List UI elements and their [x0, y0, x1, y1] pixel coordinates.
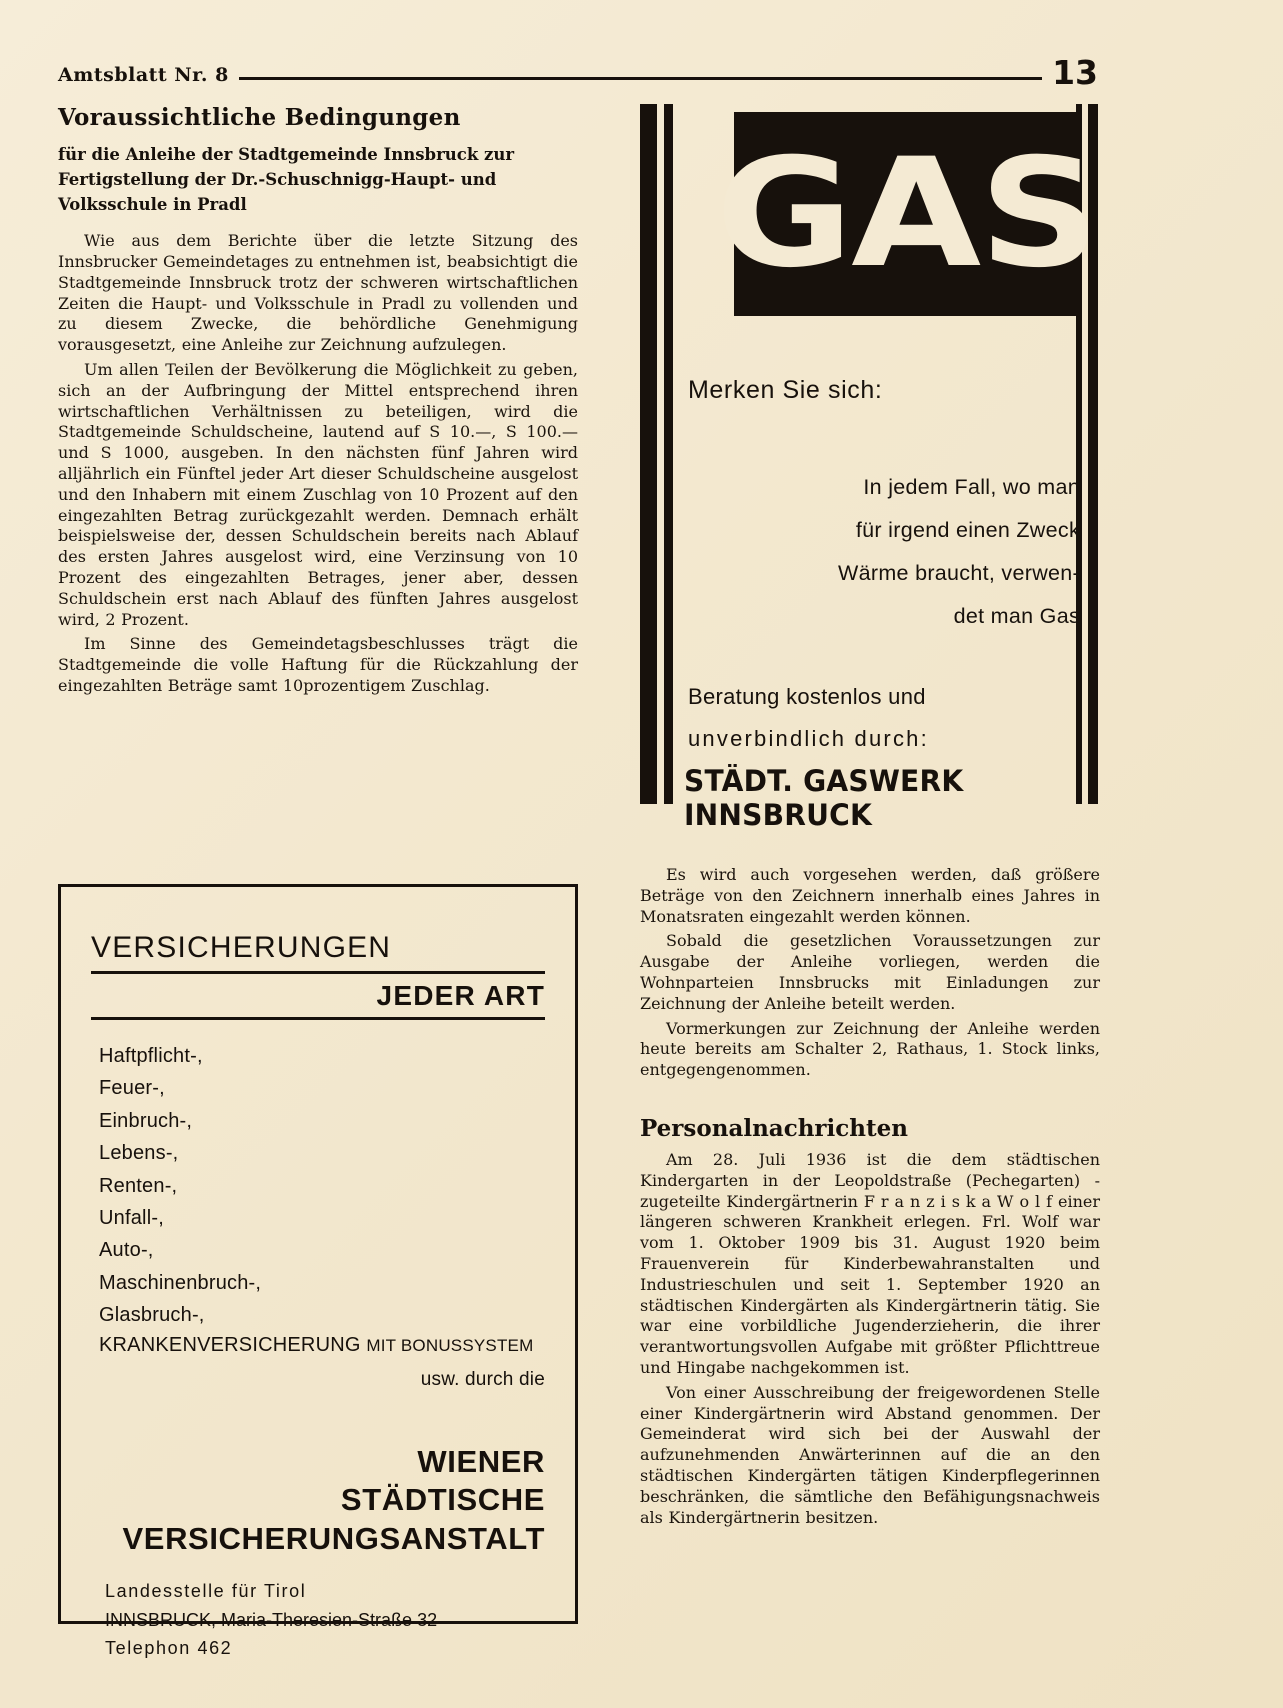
- article-paragraph: Es wird auch vorgesehen werden, daß größere Beträge von den Zeichnern innerhalb eines Jahres in Monatsraten eingezahlt werden können.: [640, 865, 1100, 926]
- insurance-brand: [91, 1443, 545, 1559]
- insurance-divider-bottom: [91, 1017, 545, 1020]
- brand-line-3: VERSICHERUNGSANSTALT: [122, 1521, 545, 1557]
- gas-logo-block: [715, 112, 1099, 316]
- gas-merken-text: Merken Sie sich:: [688, 376, 883, 404]
- list-item: Maschinenbruch-,: [99, 1271, 262, 1294]
- brand-line-1: WIENER: [417, 1443, 545, 1479]
- gas-slogan-line: In jedem Fall, wo man: [863, 475, 1080, 499]
- list-item: Unfall-,: [99, 1206, 164, 1229]
- article-paragraph: Um allen Teilen der Bevölkerung die Möglichkeit zu geben, sich an der Aufbringung der Mittel entsprechend ihren wirtschaftlichen Verhältnissen zu beteiligen, wird die Stadtgemeinde Schuldscheine, lautend auf S 10.—, S 100.— und S 1000, ausgeben. In den nächsten fünf Jahren wird alljährlich ein Fünftel jeder Art dieser Schuldscheine ausgelost und den Inhabern mit einem Zuschlag von 10 Prozent auf den eingezahlten Betrag zurückgezahlt werden. Demnach erhält beispielsweise der, dessen Schuldschein bereits nach Ablauf des ersten Jahres ausgelost wird, eine Verzinsung von 10 Prozent des eingezahlten Betrages, jener aber, dessen Schuldschein erst nach Ablauf des fünften Jahres ausgelost wird, 2 Prozent.: [58, 360, 578, 629]
- gas-company-name: STÄDT. GASWERK INNSBRUCK: [684, 764, 964, 832]
- gas-slogan-line: det man Gas: [953, 604, 1080, 628]
- gas-slogan: [790, 466, 1080, 638]
- krankenversicherung-label: KRANKENVERSICHERUNG: [99, 1333, 361, 1356]
- personalnachrichten-paragraph: Am 28. Juli 1936 ist die dem städtischen Kindergarten in der Leopoldstraße (Pechegarten) - zugeteilte Kindergärtnerin F r a n z i s k a W o l f einer längeren schweren Krankheit erlegen. Frl. Wolf war vom 1. Oktober 1909 bis 31. August 1920 beim Frauenverein für Kinderbewahranstalten und Industrieschulen und seit 1. September 1920 an städtischen Kindergärten als Kindergärtnerin tätig. Sie war eine vorbildliche Jugenderzieherin, die ihrer verantwortungsvollen Aufgabe mit größter Pflichttreue und Hingabe nachgekommen ist.: [640, 1149, 1100, 1377]
- article-paragraph: Wie aus dem Berichte über die letzte Sitzung des Innsbrucker Gemeindetages zu entnehmen ist, beabsichtigt die Stadtgemeinde Innsbruck trotz der schweren wirtschaftlichen Zeiten die Haupt- und Volksschule in Pradl zu vollenden und zu diesem Zwecke, die behördliche Genehmigung vorausgesetzt, eine Anleihe zur Zeichnung aufzulegen.: [58, 231, 578, 355]
- list-item: Renten-,: [99, 1174, 178, 1197]
- insurance-usw: usw. durch die: [420, 1368, 545, 1390]
- list-item: Lebens-,: [99, 1142, 179, 1165]
- page-number: 13: [1052, 53, 1098, 92]
- gas-consultation-text: [688, 676, 929, 760]
- left-column: [58, 104, 578, 701]
- article-heading: Voraussichtliche Bedingungen: [58, 104, 461, 131]
- masthead-title: Amtsblatt Nr. 8: [58, 63, 229, 86]
- brand-line-2: STÄDTISCHE: [340, 1482, 545, 1518]
- insurance-phone: Telephon 462: [105, 1638, 233, 1659]
- article-subheading: für die Anleihe der Stadtgemeinde Innsbruck zur Fertigstellung der Dr.-Schuschnigg-Haupt- und Volksschule in Pradl: [58, 145, 515, 214]
- ad-border-left-thick: [640, 104, 657, 804]
- list-item: Glasbruch-,: [99, 1304, 205, 1327]
- masthead: [58, 53, 1098, 92]
- list-item: Haftpflicht-,: [99, 1045, 203, 1067]
- list-item: Feuer-,: [99, 1077, 165, 1100]
- gas-logo-text: GAS: [715, 127, 1099, 301]
- gas-slogan-line: für irgend einen Zweck: [855, 518, 1080, 542]
- insurance-advertisement: [58, 884, 578, 1659]
- gas-consultation-line1: Beratung kostenlos und: [688, 684, 926, 709]
- insurance-divider-top: [91, 971, 545, 974]
- masthead-divider: [239, 77, 1042, 80]
- personalnachrichten-paragraph: Von einer Ausschreibung der freigewordenen Stelle einer Kindergärtnerin wird Abstand genommen. Der Gemeinderat wird sich bei der Auswahl der aufzunehmenden Anwärterinnen auf die an den städtischen Kindergärten tätigen Kinderpflegerinnen beschränken, die sämtliche den Befähigungsnachweis als Kindergärtnerin besitzen.: [640, 1382, 1100, 1527]
- insurance-footer: [105, 1577, 545, 1663]
- insurance-office: Landesstelle für Tirol: [105, 1580, 307, 1601]
- insurance-items-list: [99, 1040, 545, 1332]
- krankenversicherung-suffix: MIT BONUSSYSTEM: [366, 1335, 534, 1355]
- right-column: [640, 104, 1100, 832]
- list-item: Auto-,: [99, 1239, 154, 1262]
- insurance-krankenversicherung: [99, 1334, 545, 1357]
- gas-advertisement: [640, 104, 1099, 832]
- personalnachrichten-heading: Personalnachrichten: [640, 1114, 908, 1142]
- insurance-address: INNSBRUCK, Maria-Theresien-Straße 32: [105, 1609, 438, 1630]
- article-paragraph: Vormerkungen zur Zeichnung der Anleihe werden heute bereits am Schalter 2, Rathaus, 1. Stock links, entgegengenommen.: [640, 1018, 1100, 1080]
- ad-border-left-thin: [664, 104, 673, 804]
- gas-consultation-line2: unverbindlich durch:: [688, 725, 929, 751]
- article-paragraph: Sobald die gesetzlichen Voraussetzungen zur Ausgabe der Anleihe vorliegen, werden die Wohnparteien Innsbrucks mit Einladungen zur Zeichnung der Anleihe beteilt werden.: [640, 931, 1100, 1013]
- insurance-subtitle: JEDER ART: [376, 980, 545, 1011]
- gas-slogan-line: Wärme braucht, verwen-: [838, 561, 1080, 585]
- right-column-continued: [640, 865, 1100, 1532]
- article-paragraph: Im Sinne des Gemeindetagsbeschlusses trägt die Stadtgemeinde die volle Haftung für die Rückzahlung der eingezahlten Beträge samt 10prozentigem Zuschlag.: [58, 634, 578, 695]
- list-item: Einbruch-,: [99, 1109, 193, 1132]
- insurance-title: VERSICHERUNGEN: [91, 931, 392, 964]
